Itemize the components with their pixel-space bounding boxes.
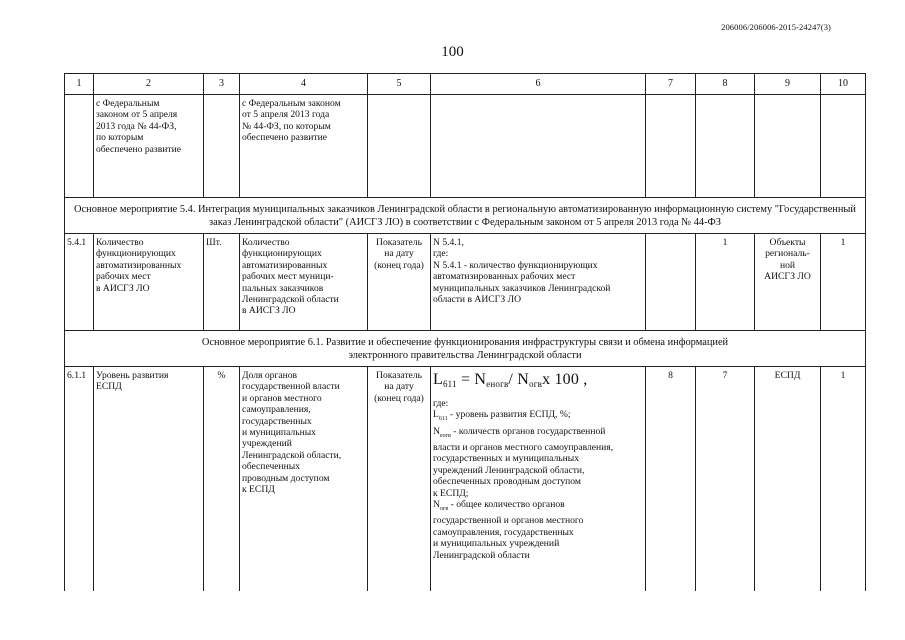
type-cell xyxy=(368,95,431,198)
column-number: 2 xyxy=(94,74,204,95)
row-number-cell: 5.4.1 xyxy=(65,234,94,331)
value-cell: 7 xyxy=(696,367,755,592)
source-cell xyxy=(755,95,821,198)
column-number: 10 xyxy=(821,74,866,95)
row-number-cell xyxy=(65,95,94,198)
formula-legend-n2: $N_{огв}$ - общее количество органов государственной и органов местного самоуправления, государственных и муниципальных учреждений Ленинградской области xyxy=(433,499,584,561)
column-number-row xyxy=(65,74,866,95)
value-cell xyxy=(646,234,696,331)
page-number: 100 xyxy=(441,44,464,60)
formula-legend-n1: $N_{еогв}$ - количеств органов государственной власти и органов местного самоуправления, государственных и муниципальных учреждений Ленинградской области, обеспеченных проводным доступом к ЕСПД; xyxy=(433,425,614,499)
row-number-cell: 6.1.1 xyxy=(65,367,94,592)
unit-cell xyxy=(204,95,240,198)
section-title: Основное мероприятие 6.1. Развитие и обеспечение функционирования инфраструктуры связи и обмена информацией электронного правительства Ленинградской области xyxy=(65,331,866,367)
formula-cell xyxy=(431,367,646,592)
formula-where: где: xyxy=(433,398,449,409)
column-number: 5 xyxy=(368,74,431,95)
section-title: Основное мероприятие 5.4. Интеграция муниципальных заказчиков Ленинградской области в региональную автоматизированную информационную систему "Государственный заказ Ленинградской области" (АИСГЗ ЛО) в соответствии с Федеральным законом от 5 апреля 2013 года № 44-ФЗ xyxy=(65,198,866,234)
formula: $L_{611} = N_{еногв}/$ $N_{огв}x$ 100 , xyxy=(433,371,588,389)
formula-cell xyxy=(431,95,646,198)
column-number: 6 xyxy=(431,74,646,95)
column-number: 9 xyxy=(755,74,821,95)
indicator-name-cell: Количество функционирующих автоматизированных рабочих мест в АИСГЗ ЛО xyxy=(94,234,204,331)
formula-legend-l: $L_{611}$ - уровень развития ЕСПД, %; xyxy=(433,409,571,423)
column-number: 1 xyxy=(65,74,94,95)
document-id: 206006/206006-2015-24247(3) xyxy=(721,22,831,32)
section-header-row xyxy=(65,198,866,234)
column-number: 3 xyxy=(204,74,240,95)
table-row xyxy=(65,367,866,592)
column-number: 8 xyxy=(696,74,755,95)
value-cell xyxy=(696,95,755,198)
table-row xyxy=(65,95,866,198)
definition-cell: Доля органов государственной власти и органов местного самоуправления, государственных и муниципальных учреждений Ленинградской области, обеспеченных проводным доступом к ЕСПД xyxy=(240,367,368,592)
section-header-row xyxy=(65,331,866,367)
definition-cell: Количество функционирующих автоматизированных рабочих мест муници- пальных заказчиков Ленинградской области в АИСГЗ ЛО xyxy=(240,234,368,331)
value-cell: 1 xyxy=(696,234,755,331)
value-cell: 1 xyxy=(821,367,866,592)
unit-cell: Шт. xyxy=(204,234,240,331)
type-cell: Показатель на дату (конец года) xyxy=(368,367,431,592)
indicator-name-cell: Уровень развития ЕСПД xyxy=(94,367,204,592)
indicator-name-cell: с Федеральным законом от 5 апреля 2013 года № 44-ФЗ, по которым обеспечено развитие xyxy=(94,95,204,198)
value-cell xyxy=(646,95,696,198)
type-cell: Показатель на дату (конец года) xyxy=(368,234,431,331)
source-cell: ЕСПД xyxy=(755,367,821,592)
source-cell: Объекты региональ- ной АИСГЗ ЛО xyxy=(755,234,821,331)
column-number: 7 xyxy=(646,74,696,95)
table-row xyxy=(65,234,866,331)
column-number: 4 xyxy=(240,74,368,95)
value-cell: 1 xyxy=(821,234,866,331)
value-cell xyxy=(821,95,866,198)
value-cell: 8 xyxy=(646,367,696,592)
indicator-table xyxy=(64,73,866,591)
formula-cell: N 5.4.1, где: N 5.4.1 - количество функционирующих автоматизированных рабочих мест муниципальных заказчиков Ленинградской области в АИСГЗ ЛО xyxy=(431,234,646,331)
unit-cell: % xyxy=(204,367,240,592)
definition-cell: с Федеральным законом от 5 апреля 2013 года № 44-ФЗ, по которым обеспечено развитие xyxy=(240,95,368,198)
